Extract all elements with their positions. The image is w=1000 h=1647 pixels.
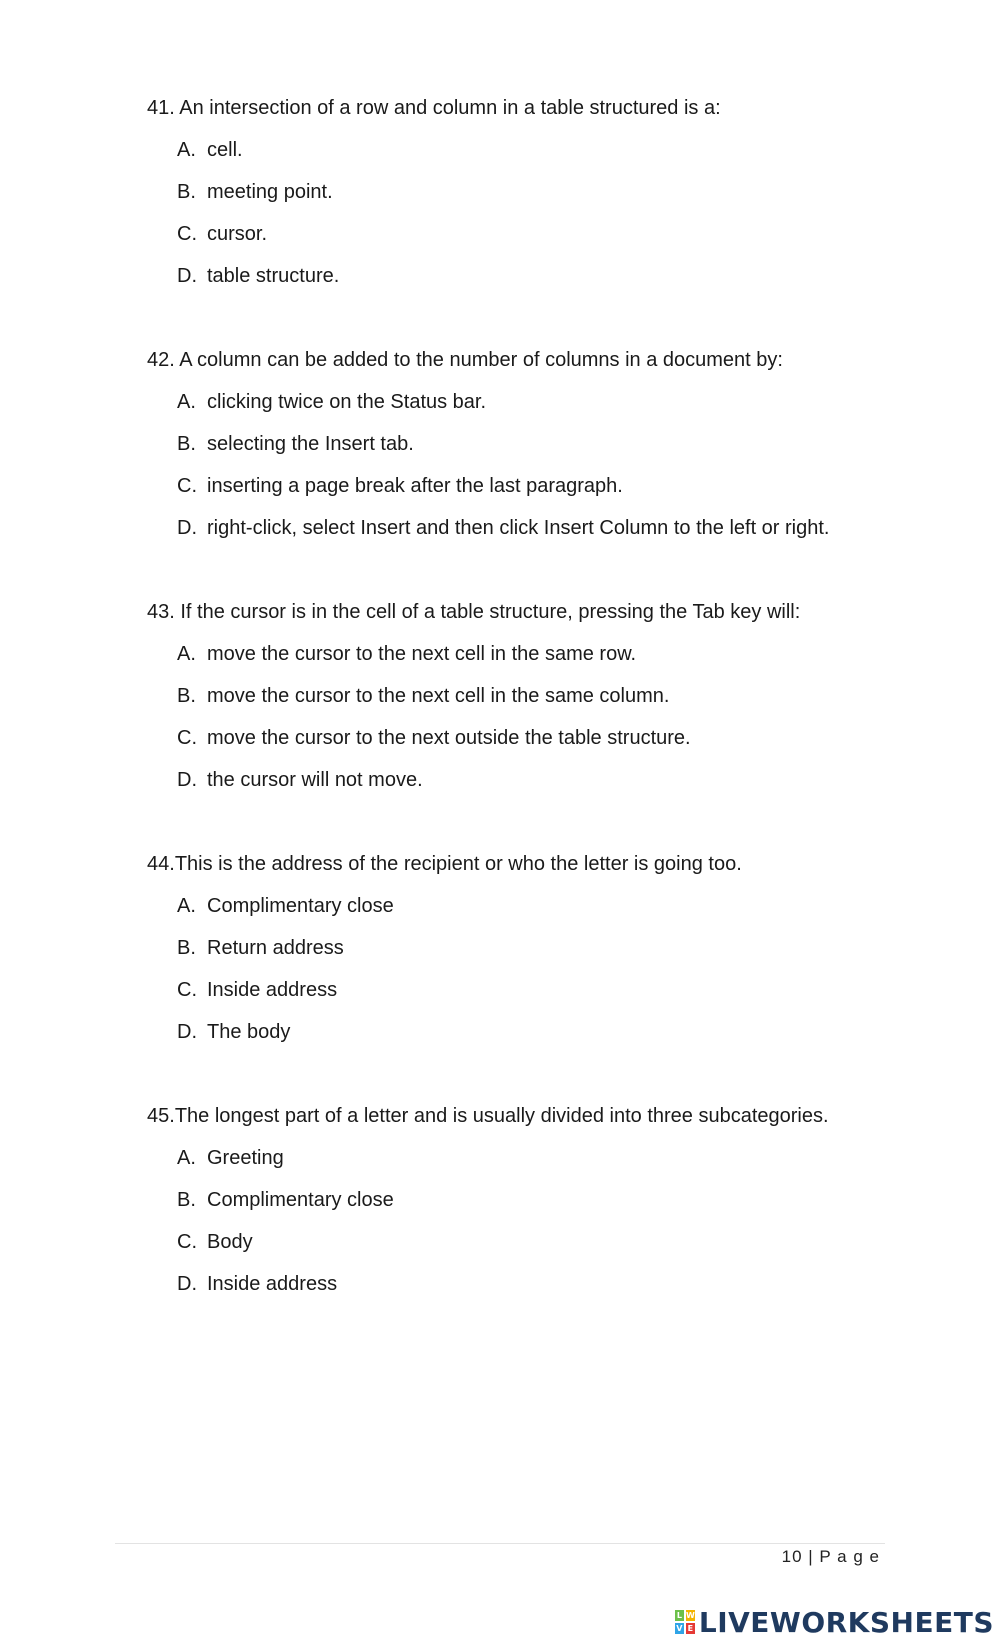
options-list (147, 642, 907, 792)
option-b[interactable]: B. move the cursor to the next cell in the same column. (177, 685, 670, 707)
option-a[interactable]: A. cell. (177, 139, 243, 161)
question-42 (147, 348, 907, 558)
question-text: 43. If the cursor is in the cell of a table structure, pressing the Tab key will: (147, 601, 801, 623)
logo-tile: E (685, 1622, 696, 1635)
option-d[interactable]: D. right-click, select Insert and then click Insert Column to the left or right. (177, 517, 830, 539)
option-a[interactable]: A. move the cursor to the next cell in the same row. (177, 643, 637, 665)
option-c[interactable]: C. cursor. (177, 223, 268, 245)
options-list (147, 138, 907, 288)
option-c[interactable]: C. Body (177, 1231, 253, 1253)
logo-tile: L (674, 1609, 685, 1622)
option-b[interactable]: B. Return address (177, 937, 344, 959)
brand-name: LIVEWORKSHEETS (698, 1605, 994, 1639)
question-44 (147, 852, 907, 1062)
option-b[interactable]: B. Complimentary close (177, 1189, 394, 1211)
logo-tile: V (674, 1622, 685, 1635)
question-text: 41. An intersection of a row and column in a table structured is a: (147, 97, 721, 119)
footer-divider (115, 1543, 885, 1544)
options-list (147, 894, 907, 1044)
option-c[interactable]: C. Inside address (177, 979, 338, 1001)
liveworksheets-logo-icon (674, 1609, 696, 1635)
option-d[interactable]: D. The body (177, 1021, 291, 1043)
liveworksheets-brand[interactable] (674, 1605, 994, 1639)
question-41 (147, 96, 907, 306)
option-c[interactable]: C. inserting a page break after the last paragraph. (177, 475, 623, 497)
option-c[interactable]: C. move the cursor to the next outside the table structure. (177, 727, 691, 749)
option-d[interactable]: D. table structure. (177, 265, 340, 287)
options-list (147, 1146, 907, 1296)
option-a[interactable]: A. Greeting (177, 1147, 284, 1169)
question-45 (147, 1104, 907, 1314)
logo-tile: W (685, 1611, 695, 1620)
question-43 (147, 600, 907, 810)
option-d[interactable]: D. the cursor will not move. (177, 769, 423, 791)
page-number: 10 | P a g e (781, 1547, 880, 1566)
option-b[interactable]: B. meeting point. (177, 181, 333, 203)
option-a[interactable]: A. clicking twice on the Status bar. (177, 391, 487, 413)
options-list (147, 390, 907, 540)
question-text: 45.The longest part of a letter and is usually divided into three subcategories. (147, 1105, 829, 1127)
option-b[interactable]: B. selecting the Insert tab. (177, 433, 414, 455)
option-d[interactable]: D. Inside address (177, 1273, 338, 1295)
question-text: 42. A column can be added to the number of columns in a document by: (147, 349, 783, 371)
option-a[interactable]: A. Complimentary close (177, 895, 394, 917)
question-text: 44.This is the address of the recipient or who the letter is going too. (147, 853, 742, 875)
